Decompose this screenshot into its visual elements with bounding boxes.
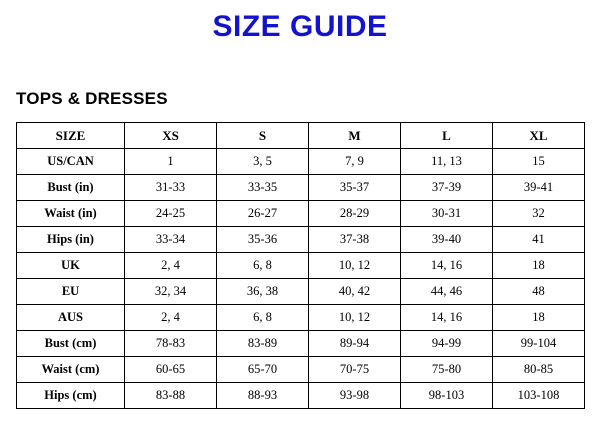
cell-l: 75-80 <box>401 357 493 383</box>
column-header-xs: XS <box>125 123 217 149</box>
cell-xs: 32, 34 <box>125 279 217 305</box>
cell-m: 40, 42 <box>309 279 401 305</box>
cell-m: 93-98 <box>309 383 401 409</box>
cell-l: 30-31 <box>401 201 493 227</box>
cell-xl: 32 <box>493 201 585 227</box>
cell-xl: 18 <box>493 305 585 331</box>
table-row <box>17 279 585 305</box>
cell-xs: 31-33 <box>125 175 217 201</box>
cell-m: 7, 9 <box>309 149 401 175</box>
row-label: Hips (in) <box>17 227 125 253</box>
table-row <box>17 357 585 383</box>
cell-s: 6, 8 <box>217 305 309 331</box>
cell-xl: 103-108 <box>493 383 585 409</box>
row-label: Bust (cm) <box>17 331 125 357</box>
cell-s: 36, 38 <box>217 279 309 305</box>
size-table-container <box>16 122 584 409</box>
size-table-body <box>17 149 585 409</box>
size-guide-page <box>0 10 600 423</box>
cell-xs: 2, 4 <box>125 253 217 279</box>
cell-m: 10, 12 <box>309 253 401 279</box>
cell-s: 35-36 <box>217 227 309 253</box>
cell-xl: 80-85 <box>493 357 585 383</box>
size-table <box>16 122 585 409</box>
row-label: Waist (cm) <box>17 357 125 383</box>
table-row <box>17 201 585 227</box>
table-row <box>17 331 585 357</box>
column-header-m: M <box>309 123 401 149</box>
column-header-xl: XL <box>493 123 585 149</box>
cell-l: 44, 46 <box>401 279 493 305</box>
cell-xs: 33-34 <box>125 227 217 253</box>
column-header-l: L <box>401 123 493 149</box>
cell-xl: 18 <box>493 253 585 279</box>
cell-xs: 1 <box>125 149 217 175</box>
cell-s: 26-27 <box>217 201 309 227</box>
cell-l: 37-39 <box>401 175 493 201</box>
cell-xl: 48 <box>493 279 585 305</box>
cell-s: 3, 5 <box>217 149 309 175</box>
table-row <box>17 383 585 409</box>
table-row <box>17 305 585 331</box>
cell-m: 37-38 <box>309 227 401 253</box>
row-label: UK <box>17 253 125 279</box>
column-header-s: S <box>217 123 309 149</box>
cell-xl: 15 <box>493 149 585 175</box>
cell-l: 14, 16 <box>401 253 493 279</box>
row-label: AUS <box>17 305 125 331</box>
cell-xs: 2, 4 <box>125 305 217 331</box>
row-label: US/CAN <box>17 149 125 175</box>
cell-m: 70-75 <box>309 357 401 383</box>
cell-l: 11, 13 <box>401 149 493 175</box>
table-header-row <box>17 123 585 149</box>
cell-s: 83-89 <box>217 331 309 357</box>
cell-l: 98-103 <box>401 383 493 409</box>
table-row <box>17 149 585 175</box>
row-label: Waist (in) <box>17 201 125 227</box>
row-label: Hips (cm) <box>17 383 125 409</box>
cell-s: 88-93 <box>217 383 309 409</box>
size-table-head <box>17 123 585 149</box>
row-label: EU <box>17 279 125 305</box>
column-header-size: SIZE <box>17 123 125 149</box>
cell-l: 39-40 <box>401 227 493 253</box>
cell-xs: 78-83 <box>125 331 217 357</box>
cell-xl: 99-104 <box>493 331 585 357</box>
cell-m: 28-29 <box>309 201 401 227</box>
section-title: TOPS & DRESSES <box>16 89 168 108</box>
cell-m: 89-94 <box>309 331 401 357</box>
cell-xl: 39-41 <box>493 175 585 201</box>
cell-s: 6, 8 <box>217 253 309 279</box>
cell-s: 65-70 <box>217 357 309 383</box>
cell-xs: 83-88 <box>125 383 217 409</box>
page-title: SIZE GUIDE <box>212 10 388 43</box>
table-row <box>17 227 585 253</box>
cell-l: 94-99 <box>401 331 493 357</box>
table-row <box>17 253 585 279</box>
cell-m: 10, 12 <box>309 305 401 331</box>
cell-s: 33-35 <box>217 175 309 201</box>
table-row <box>17 175 585 201</box>
cell-m: 35-37 <box>309 175 401 201</box>
cell-xs: 24-25 <box>125 201 217 227</box>
row-label: Bust (in) <box>17 175 125 201</box>
cell-l: 14, 16 <box>401 305 493 331</box>
cell-xl: 41 <box>493 227 585 253</box>
cell-xs: 60-65 <box>125 357 217 383</box>
